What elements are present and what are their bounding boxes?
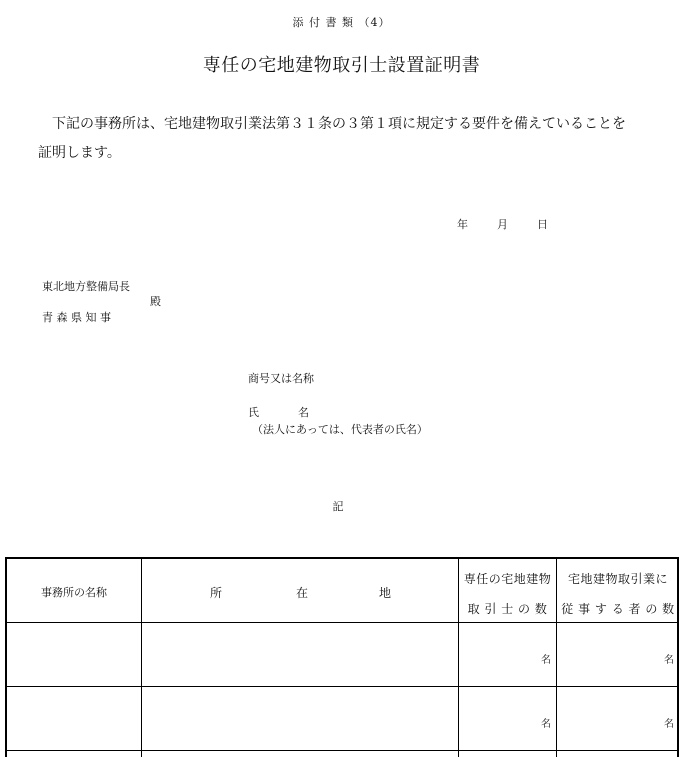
name-label-part1: 氏 xyxy=(248,406,259,419)
ki-marker: 記 xyxy=(332,500,344,513)
header-staff-line2: 従 事 す る 者 の 数 xyxy=(561,602,675,616)
row1-fulltime-unit: 名 xyxy=(541,655,551,666)
row2-staff-unit: 名 xyxy=(664,719,674,730)
row2-fulltime-unit: 名 xyxy=(541,719,551,730)
header-fulltime-line1: 専任の宅地建物 xyxy=(463,572,552,586)
header-office-name: 事務所の名称 xyxy=(41,586,107,599)
header-location-1: 所 xyxy=(210,586,223,600)
header-location-2: 在 xyxy=(296,586,309,600)
trade-name-label: 商号又は名称 xyxy=(248,372,314,385)
date-month-label: 月 xyxy=(497,218,508,231)
date-day-label: 日 xyxy=(537,218,548,231)
certification-text-line1: 下記の事務所は、宅地建物取引業法第３１条の３第１項に規定する要件を備えていることを xyxy=(52,116,626,132)
attachment-label: 添 付 書 類 （4） xyxy=(292,16,391,29)
addressee-line2: 青 森 県 知 事 xyxy=(42,311,111,324)
document-title: 専任の宅地建物取引士設置証明書 xyxy=(202,55,481,76)
date-year-label: 年 xyxy=(457,218,468,231)
name-note: （法人にあっては、代表者の氏名） xyxy=(252,423,428,436)
addressee-honorific: 殿 xyxy=(150,295,161,308)
header-staff-line1: 宅地建物取引業に xyxy=(567,572,668,586)
header-location-3: 地 xyxy=(379,586,392,600)
addressee-line1: 東北地方整備局長 xyxy=(42,280,130,293)
name-label-part2: 名 xyxy=(298,406,309,419)
office-table xyxy=(5,557,679,757)
row1-staff-unit: 名 xyxy=(664,655,674,666)
certification-text-line2: 証明します。 xyxy=(38,145,121,161)
header-fulltime-line2: 取 引 士 の 数 xyxy=(467,602,548,616)
